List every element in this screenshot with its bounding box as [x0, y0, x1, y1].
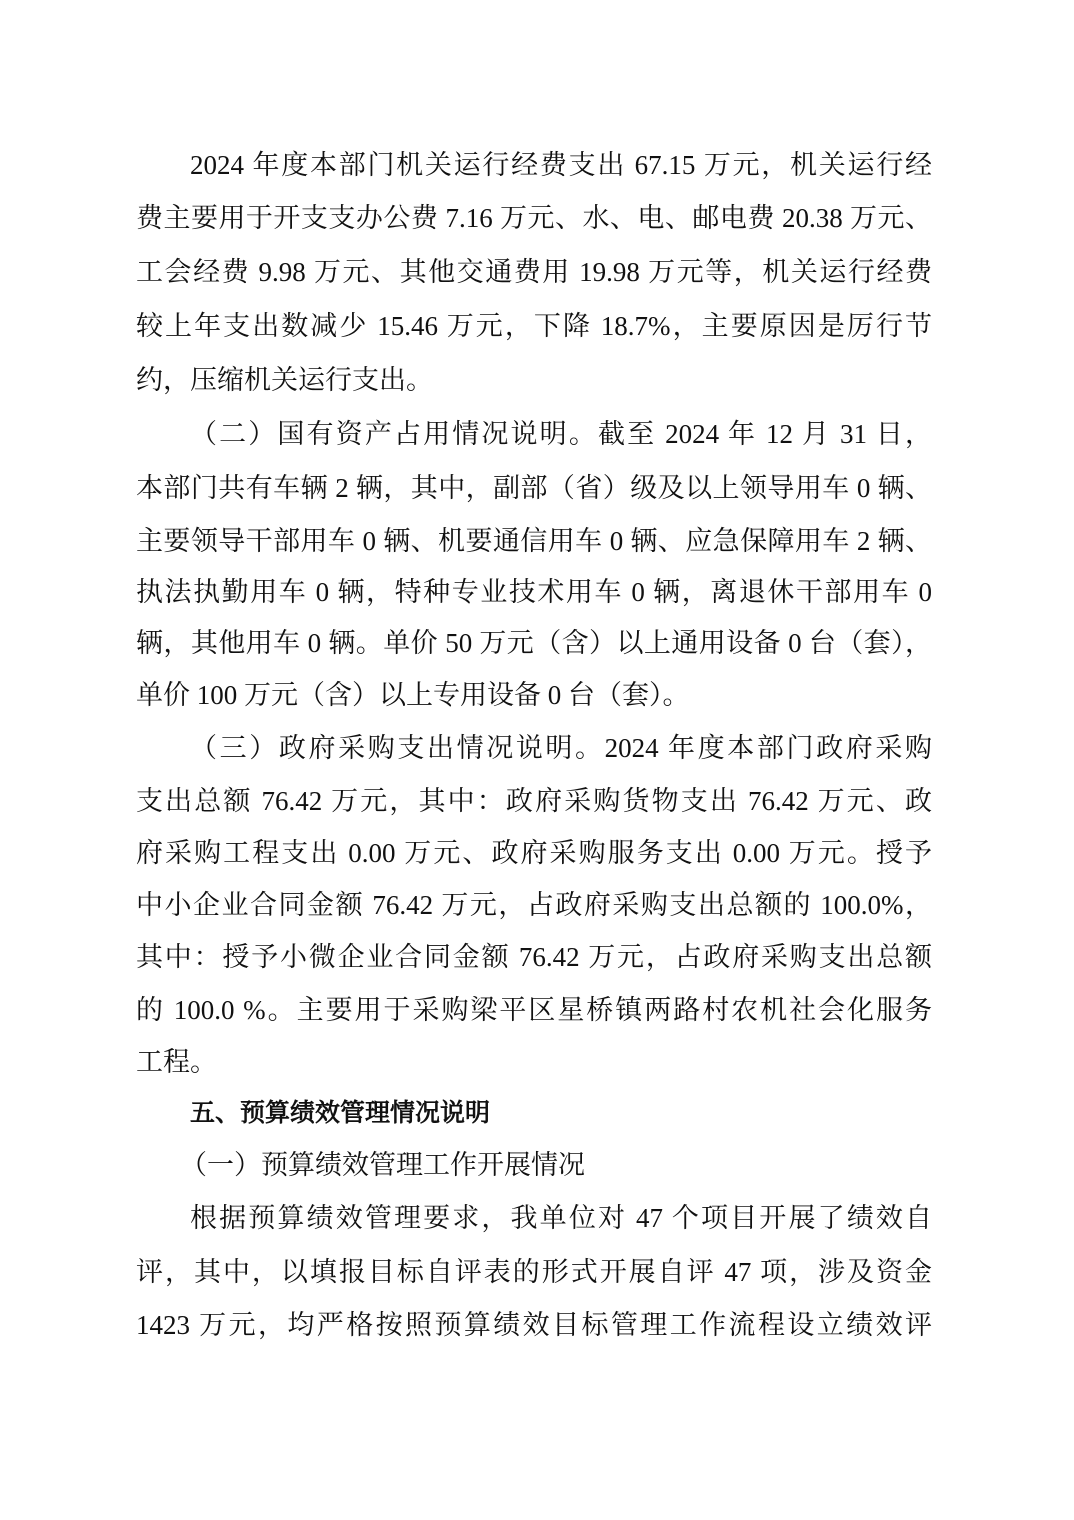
- paragraph-line: 评，其中，以填报目标自评表的形式开展自评 47 项，涉及资金: [136, 1257, 932, 1287]
- paragraph-line: 工会经费 9.98 万元、其他交通费用 19.98 万元等，机关运行经费: [136, 257, 932, 287]
- paragraph-line: 单价 100 万元（含）以上专用设备 0 台（套）。: [136, 680, 690, 710]
- paragraph-line: 执法执勤用车 0 辆，特种专业技术用车 0 辆，离退休干部用车 0: [136, 577, 932, 607]
- subsection-heading: （一）预算绩效管理工作开展情况: [180, 1150, 585, 1180]
- paragraph-line: 根据预算绩效管理要求，我单位对 47 个项目开展了绩效自: [190, 1203, 932, 1233]
- paragraph-line: 中小企业合同金额 76.42 万元，占政府采购支出总额的 100.0%，: [136, 890, 932, 920]
- paragraph-line: （二）国有资产占用情况说明。截至 2024 年 12 月 31 日，: [190, 419, 932, 449]
- paragraph-line: 约，压缩机关运行支出。: [136, 365, 433, 395]
- paragraph-line: 辆，其他用车 0 辆。单价 50 万元（含）以上通用设备 0 台（套），: [136, 628, 932, 658]
- paragraph-line: 工程。: [136, 1047, 217, 1077]
- paragraph-line: 费主要用于开支支办公费 7.16 万元、水、电、邮电费 20.38 万元、: [136, 203, 932, 233]
- paragraph-line: 2024 年度本部门机关运行经费支出 67.15 万元，机关运行经: [190, 150, 932, 180]
- paragraph-line: 1423 万元，均严格按照预算绩效目标管理工作流程设立绩效评: [136, 1310, 932, 1340]
- paragraph-line: 其中：授予小微企业合同金额 76.42 万元，占政府采购支出总额: [136, 942, 932, 972]
- paragraph-line: 本部门共有车辆 2 辆，其中，副部（省）级及以上领导用车 0 辆、: [136, 473, 932, 503]
- paragraph-line: 较上年支出数减少 15.46 万元，下降 18.7%，主要原因是厉行节: [136, 311, 932, 341]
- section-heading: 五、预算绩效管理情况说明: [190, 1098, 491, 1127]
- paragraph-line: 的 100.0 %。主要用于采购梁平区星桥镇两路村农机社会化服务: [136, 995, 932, 1025]
- paragraph-line: （三）政府采购支出情况说明。2024 年度本部门政府采购: [190, 733, 932, 763]
- paragraph-line: 主要领导干部用车 0 辆、机要通信用车 0 辆、应急保障用车 2 辆、: [136, 526, 932, 556]
- paragraph-line: 支出总额 76.42 万元，其中：政府采购货物支出 76.42 万元、政: [136, 786, 932, 816]
- paragraph-line: 府采购工程支出 0.00 万元、政府采购服务支出 0.00 万元。授予: [136, 838, 932, 868]
